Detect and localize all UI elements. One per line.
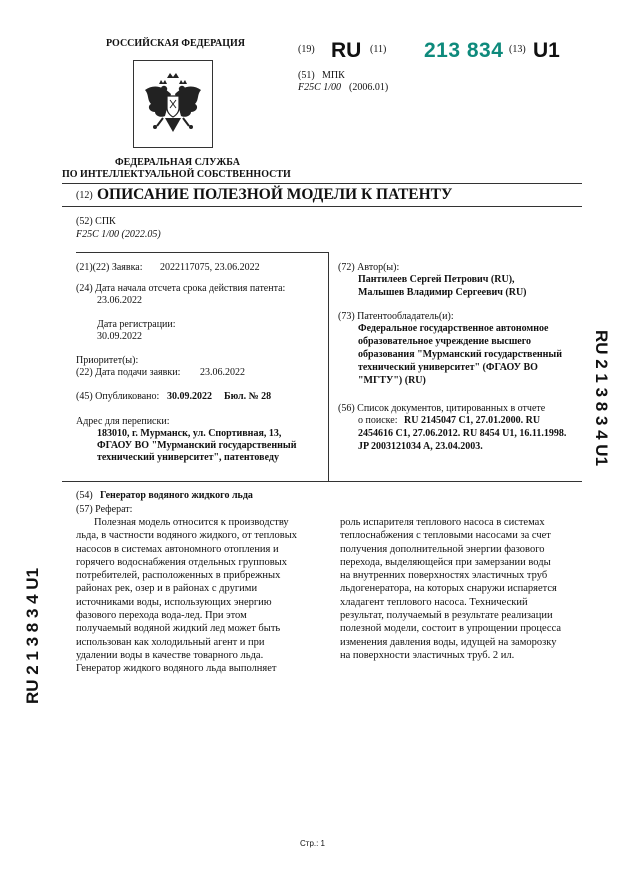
country-name: РОССИЙСКАЯ ФЕДЕРАЦИЯ (106, 38, 246, 49)
abstract-line: потребителей, расположенных в прибрежных (76, 570, 281, 582)
abstract-line: получения дополнительной энергии фазового (340, 543, 545, 555)
abstract-line: перехода, выделяющейся при замерзании воды (340, 556, 551, 568)
spk-value: F25C 1/00 (2022.05) (76, 229, 161, 240)
agency-line2: ПО ИНТЕЛЛЕКТУАЛЬНОЙ СОБСТВЕННОСТИ (62, 169, 291, 180)
abstract-line: полезной модели, состоит в упрощении процесса (340, 623, 562, 635)
abstract-line: удалении воды в качестве товарного льда. (76, 649, 264, 661)
name-code: (54) (76, 490, 93, 501)
code-13: (13) (509, 44, 526, 55)
patent-number: 213 834 (424, 39, 504, 62)
mpk-year: (2006.01) (349, 82, 389, 93)
abstract-line: районах рек, озер и в районах с другими (76, 583, 258, 595)
owner-line: образовательное учреждение высшего (358, 336, 532, 347)
biblio-bottom-rule (62, 481, 582, 482)
docs-label-2: о поиске: (358, 415, 398, 426)
title-bottom-rule (62, 206, 582, 207)
filing-value: 23.06.2022 (200, 367, 245, 378)
owner-line: Федеральное государственное автономное (358, 323, 549, 334)
spk-label: (52) СПК (76, 216, 116, 227)
abstract-left-column (76, 516, 316, 676)
published-value: 30.09.2022 (167, 391, 212, 402)
abstract-line: получаемый водяной жидкий лед может быть (76, 623, 281, 635)
cited-doc-line: 2454616 C1, 27.06.2012. RU 8454 U1, 16.11.1998. (358, 428, 567, 439)
owner-line: "МГТУ") (RU) (358, 375, 426, 386)
code-11: (11) (370, 44, 387, 55)
abstract-line: насосов в системах автономного отопления и (76, 543, 279, 555)
title-top-rule (62, 183, 582, 184)
title-code: (12) (76, 190, 93, 201)
utility-model-name: Генератор водяного жидкого льда (100, 490, 253, 501)
bulletin: Бюл. № 28 (224, 391, 272, 402)
document-title: ОПИСАНИЕ ПОЛЕЗНОЙ МОДЕЛИ К ПАТЕНТУ (97, 186, 453, 203)
agency-line1: ФЕДЕРАЛЬНАЯ СЛУЖБА (115, 157, 240, 168)
biblio-divider (328, 252, 329, 481)
term-start-label: (24) Дата начала отсчета срока действия патента: (76, 283, 286, 294)
country-code-ru: RU (331, 39, 362, 62)
owner-line: образования "Мурманский государственный (358, 349, 562, 360)
abstract-line: на внутренних поверхностях эластичных труб (340, 570, 548, 582)
address-line: технический университет", патентоведу (97, 452, 279, 463)
author-name: Малышев Владимир Сергеевич (RU) (358, 287, 527, 298)
address-label: Адрес для переписки: (76, 416, 170, 427)
docs-label: (56) Список документов, цитированных в отчете (338, 403, 546, 414)
side-number-left: RU 2 1 3 8 3 4 U1 (23, 567, 42, 705)
abstract-line: роль испарителя теплового насоса в системах (340, 517, 545, 528)
owner-label: (73) Патентообладатель(и): (338, 311, 454, 322)
cited-doc-line: JP 2003121034 A, 23.04.2003. (358, 441, 483, 452)
abstract-line: горячего водоснабжения отдельных групповых (76, 556, 287, 568)
address-line: 183010, г. Мурманск, ул. Спортивная, 13, (97, 428, 282, 439)
abstract-line: результат, получаемый в результате реализации (340, 610, 553, 622)
page-number: Стр.: 1 (300, 839, 326, 848)
abstract-line: теплоснабжения с тепловыми насосами за счет (340, 530, 551, 542)
code-19: (19) (298, 44, 315, 55)
abstract-line: изменения давления воды, идущей на заморозку (340, 636, 557, 648)
application-value: 2022117075, 23.06.2022 (160, 262, 260, 273)
author-name: Пантилеев Сергей Петрович (RU), (358, 274, 515, 285)
abstract-line: Генератор жидкого водяного льда выполняет (76, 663, 277, 675)
abstract-line: льда, в частности водяного жидкого, от тепловых (76, 530, 297, 542)
abstract-line: льдогенератора, на которых снаружи испаряется (340, 583, 557, 595)
mpk-code: (51) (298, 70, 315, 81)
filing-label: (22) Дата подачи заявки: (76, 367, 181, 378)
priority-label: Приоритет(ы): (76, 355, 139, 366)
published-label: (45) Опубликовано: (76, 391, 160, 402)
abstract-label: (57) Реферат: (76, 504, 133, 515)
registration-value: 30.09.2022 (97, 331, 142, 342)
mpk-label: МПК (322, 70, 345, 81)
address-line: ФГАОУ ВО "Мурманский государственный (97, 440, 297, 451)
abstract-line: на поверхности эластичных труб. 2 ил. (340, 649, 515, 661)
abstract-right-column (340, 516, 584, 662)
abstract-line: использован как холодильный агент и при (76, 636, 265, 648)
abstract-line: источниками воды, использующих энергию (76, 596, 272, 608)
cited-doc-line: RU 2145047 C1, 27.01.2000. RU (404, 415, 541, 426)
abstract-line: Полезная модель относится к производству (94, 517, 289, 528)
term-start-value: 23.06.2022 (97, 295, 142, 306)
authors-label: (72) Автор(ы): (338, 262, 400, 273)
application-label: (21)(22) Заявка: (76, 262, 143, 273)
emblem-icon (133, 60, 213, 148)
kind-code: U1 (533, 39, 560, 62)
registration-label: Дата регистрации: (97, 319, 176, 330)
abstract-line: фазового перехода вода-лед. При этом (76, 610, 247, 622)
biblio-top-rule-left (76, 252, 328, 253)
mpk-class: F25C 1/00 (298, 82, 342, 93)
abstract-line: хладагент теплового насоса. Технический (340, 596, 528, 608)
owner-line: технический университет" (ФГАОУ ВО (358, 362, 538, 373)
side-number-right: RU 2 1 3 8 3 4 U1 (592, 329, 611, 467)
